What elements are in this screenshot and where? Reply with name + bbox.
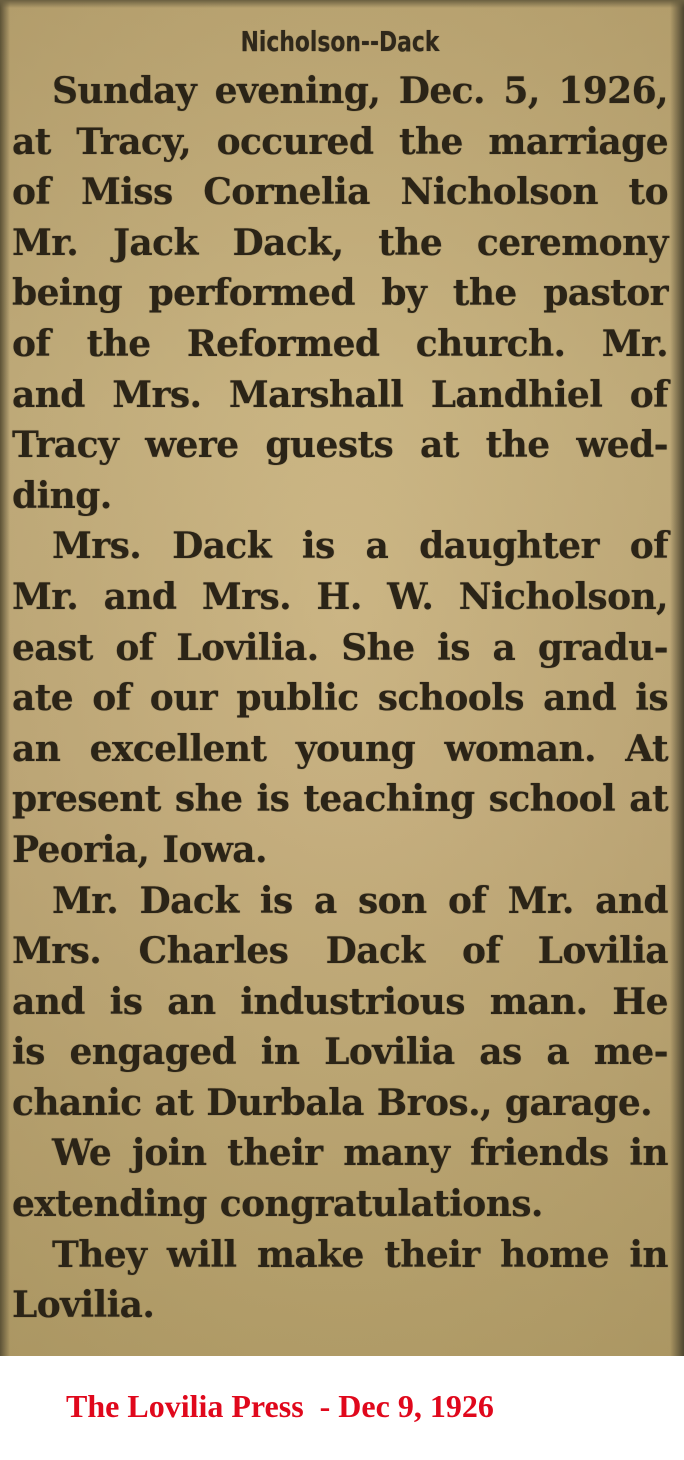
article-line: Mr. and Mrs. H. W. Nicholson, — [12, 575, 668, 618]
article-line: east of Lovilia. She is a gradu- — [12, 626, 668, 669]
article-line: of Miss Cornelia Nicholson to — [12, 171, 668, 214]
article-line: ate of our public schools and is — [12, 677, 668, 720]
article — [12, 22, 668, 1331]
article-line: chanic at Durbala Bros., garage. — [12, 1081, 653, 1124]
article-line: Peoria, Iowa. — [12, 828, 267, 871]
article-line: Sunday evening, Dec. 5, 1926, — [52, 70, 668, 112]
article-line: and Mrs. Marshall Landhiel of — [12, 373, 668, 416]
article-line: is engaged in Lovilia as a me- — [12, 1031, 668, 1074]
article-line: We join their many friends in — [52, 1132, 668, 1175]
article-paragraph — [12, 876, 668, 1129]
article-line: at Tracy, occured the marriage — [12, 120, 668, 163]
article-line: an excellent young woman. At — [12, 727, 668, 770]
article-line: Mrs. Charles Dack of Lovilia — [12, 930, 668, 973]
article-line: They will make their home in — [52, 1233, 668, 1276]
article-line: Mrs. Dack is a daughter of — [52, 525, 668, 568]
clipping-right-edge — [670, 0, 684, 1356]
article-headline: Nicholson--Dack — [240, 25, 440, 58]
article-line: ding. — [12, 474, 112, 517]
article-line: Mr. Dack is a son of Mr. and — [52, 879, 668, 922]
article-body — [12, 66, 668, 1331]
article-paragraph — [12, 521, 668, 875]
article-line: extending congratulations. — [12, 1183, 543, 1226]
article-line: Lovilia. — [12, 1284, 155, 1327]
article-line: Mr. Jack Dack, the ceremony — [12, 221, 668, 264]
article-line: present she is teaching school at — [12, 778, 668, 821]
article-line: Tracy were guests at the wed- — [12, 424, 668, 467]
clipping-top-edge — [0, 0, 684, 8]
source-caption: The Lovilia Press - Dec 9, 1926 — [66, 1388, 494, 1424]
article-paragraph — [12, 1230, 668, 1331]
article-paragraph — [12, 66, 668, 521]
clipping-left-edge — [0, 0, 10, 1356]
article-line: of the Reformed church. Mr. — [12, 322, 668, 365]
article-line: and is an industrious man. He — [12, 980, 668, 1023]
article-paragraph — [12, 1128, 668, 1229]
article-line: being performed by the pastor — [12, 272, 668, 315]
